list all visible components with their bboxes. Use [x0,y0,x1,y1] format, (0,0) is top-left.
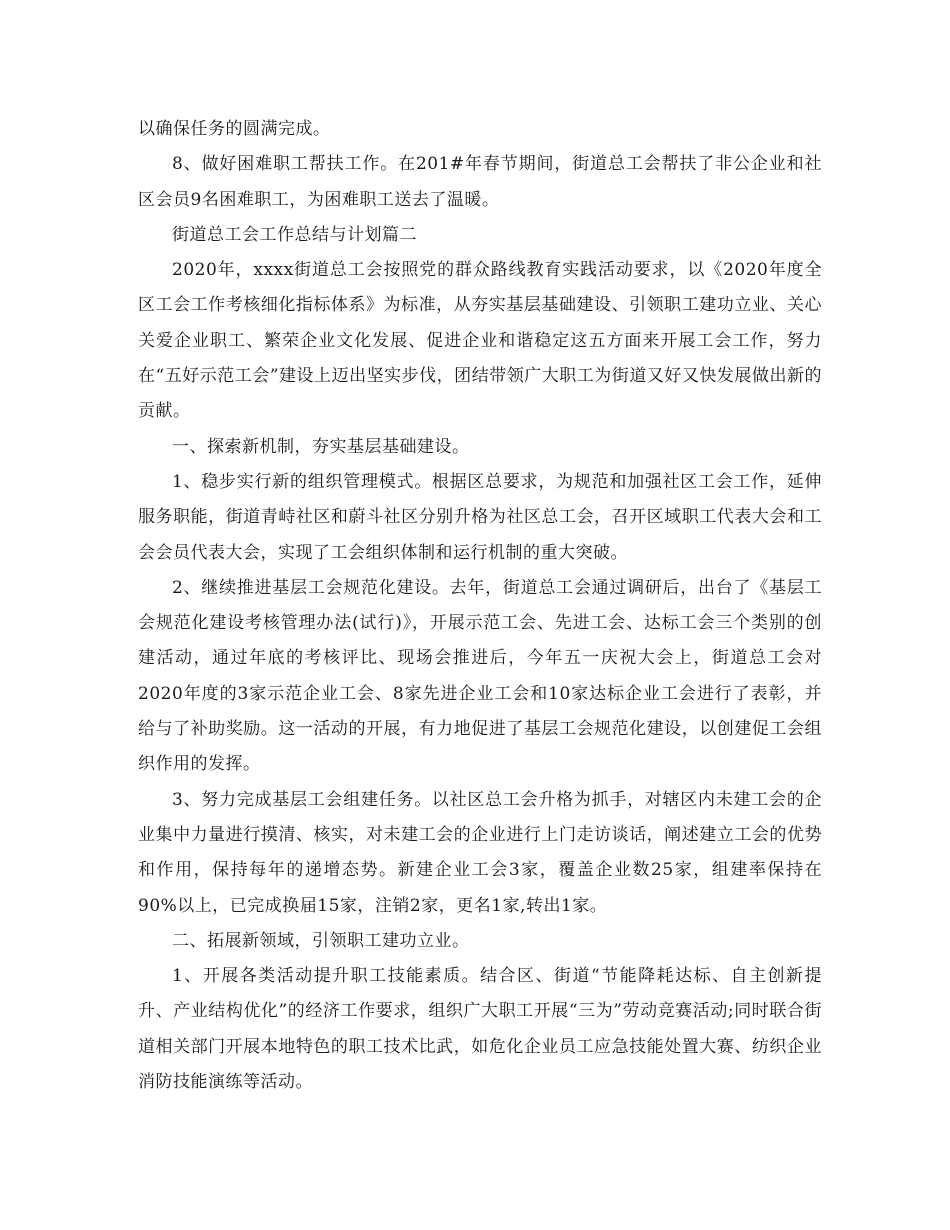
paragraph: 1、开展各类活动提升职工技能素质。结合区、街道“节能降耗达标、自主创新提升、产业结构优化”的经济工作要求，组织广大职工开展“三为”劳动竞赛活动;同时联合街道相关部门开展本地特色的职工技术比武，如危化企业员工应急技能处置大赛、纺织企业消防技能演练等活动。 [138,966,822,1093]
paragraph: 以确保任务的圆满完成。 [138,119,331,139]
paragraph: 8、做好困难职工帮扶工作。在201#年春节期间，街道总工会帮扶了非公企业和社区会员9名困难职工，为困难职工送去了温暖。 [138,154,822,210]
paragraph: 3、努力完成基层工会组建任务。以社区总工会升格为抓手，对辖区内未建工会的企业集中力量进行摸清、核实，对未建工会的企业进行上门走访谈话，阐述建立工会的优势和作用，保持每年的递增态势。新建企业工会3家，覆盖企业数25家，组建率保持在90%以上，已完成换届15家，注销2家，更名1家,转出1家。 [138,789,822,916]
section-heading: 二、拓展新领域，引领职工建功立业。 [172,930,470,951]
paragraph: 2、继续推进基层工会规范化建设。去年，街道总工会通过调研后，出台了《基层工会规范化建设考核管理办法(试行)》，开展示范工会、先进工会、达标工会三个类别的创建活动，通过年底的考核评比、现场会推进后，今年五一庆祝大会上，街道总工会对2020年度的3家示范企业工会、8家先进企业工会和10家达标企业工会进行了表彰，并给与了补助奖励。这一活动的开展，有力地促进了基层工会规范化建设，以创建促工会组织作用的发挥。 [138,577,822,775]
document-body [138,112,822,1100]
section-heading: 街道总工会工作总结与计划篇二 [172,224,417,245]
section-heading: 一、探索新机制，夯实基层基础建设。 [172,436,470,457]
paragraph: 2020年，xxxx街道总工会按照党的群众路线教育实践活动要求，以《2020年度全区工会工作考核细化指标体系》为标准，从夯实基层基础建设、引领职工建功立业、关心关爱企业职工、繁荣企业文化发展、促进企业和谐稳定这五方面来开展工会工作，努力在“五好示范工会”建设上迈出坚实步伐，团结带领广大职工为街道又好又快发展做出新的贡献。 [138,260,822,422]
paragraph: 1、稳步实行新的组织管理模式。根据区总要求，为规范和加强社区工会工作，延伸服务职能，街道青峙社区和蔚斗社区分别升格为社区总工会，召开区域职工代表大会和工会会员代表大会，实现了工会组织体制和运行机制的重大突破。 [138,471,822,563]
